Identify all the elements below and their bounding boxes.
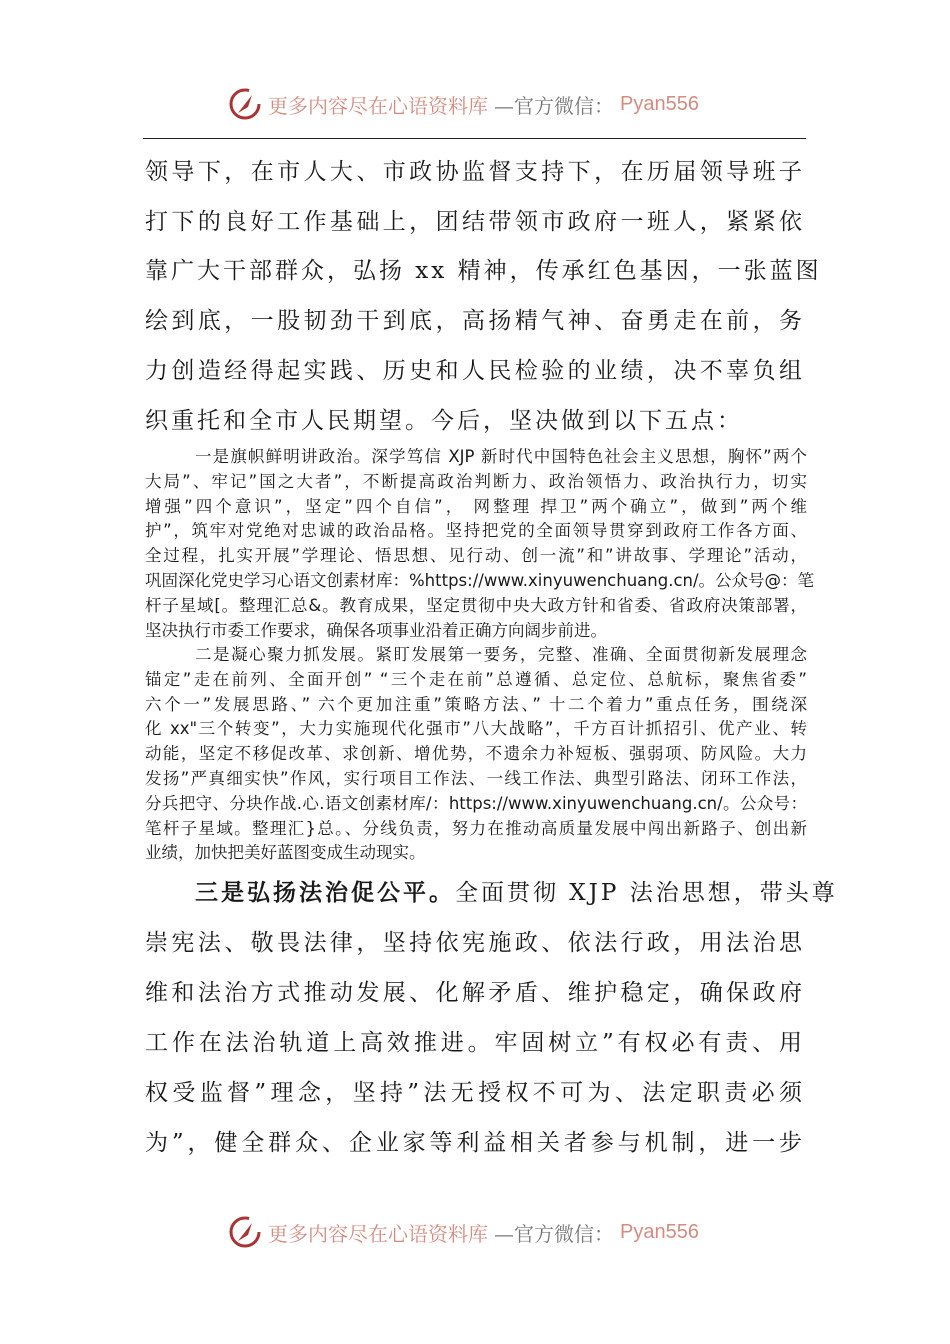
section-heading: 三是弘扬法治促公平。 [195, 879, 455, 906]
text-line [145, 868, 838, 918]
text-line: 一是旗帜鲜明讲政治。深学笃信 XJP 新时代中国特色社会主义思想，胸怀”两个 [195, 447, 807, 466]
text-line: 增强”四个意识”，坚定”四个自信”， 网整理 捍卫”两个确立”，做到”两个维 [145, 496, 807, 516]
text-line: 发扬”严真细实快”作风，实行项目工作法、一线工作法、典型引路法、闭环工作法， [145, 769, 807, 788]
watermark-wechat-id: Pyan556 [620, 1220, 699, 1243]
text-line: 力创造经得起实践、历史和人民检验的业绩，决不辜负组 [145, 357, 805, 384]
text-line: 为”，健全群众、企业家等利益相关者参与机制，进一步 [145, 1129, 805, 1156]
text-line: 化 xx"三个转变”，大力实施现代化强市”八大战略”，千方百计抓招引、优产业、转 [145, 719, 807, 739]
watermark-text: 更多内容尽在心语资料库 [268, 93, 488, 118]
text-line: 维和法治方式推动发展、化解矛盾、维护稳定，确保政府 [145, 979, 805, 1006]
text-line: 大局”、牢记”国之大者”，不断提高政治判断力、政治领悟力、政治执行力，切实 [145, 471, 807, 491]
text-line: 二是凝心聚力抓发展。紧盯发展第一要务，完整、准确、全面贯彻新发展理念 [195, 645, 807, 664]
quill-logo-icon [228, 1215, 262, 1249]
text-line: 靠广大干部群众，弘扬 xx 精神，传承红色基因，一张蓝图 [145, 258, 822, 285]
text-line: 笔杆子星域。整理汇}总。、分线负责，努力在推动高质量发展中闯出新路子、创出新 [145, 818, 807, 838]
text-line: 全过程，扎实开展”学理论、悟思想、见行动、创一流”和”讲故事、学理论”活动， [145, 546, 807, 566]
text-line: 巩固深化党史学习心语文创素材库：%https://www.xinyuwenchuang.cn/。公众号@：笔 [145, 571, 815, 590]
text-line: 杆子星域[。整理汇总&。教育成果，坚定贯彻中央大政方针和省委、省政府决策部署， [145, 595, 807, 615]
watermark-wechat-label: —官方微信： [494, 93, 614, 118]
text-line: 织重托和全市人民期望。今后，坚决做到以下五点： [145, 407, 743, 434]
header-rule [143, 138, 806, 139]
text-span: 全面贯彻 XJP 法治思想，带头尊 [455, 880, 838, 906]
header-watermark [228, 84, 699, 124]
watermark-wechat-label: —官方微信： [494, 1221, 614, 1246]
text-line: 锚定”走在前列、全面开创” “三个走在前”总遵循、总定位、总航标，聚焦省委” [145, 669, 807, 689]
text-line: 业绩，加快把美好蓝图变成生动现实。 [145, 843, 426, 863]
text-line: 坚决执行市委工作要求，确保各项事业沿着正确方向阔步前进。 [145, 620, 607, 640]
text-line: 分兵把守、分块作战.心.语文创素材库/：https://www.xinyuwenchuang.cn/。公众号： [145, 793, 807, 813]
text-line: 绘到底，一股韧劲干到底，高扬精气神、奋勇走在前，务 [145, 308, 805, 335]
text-line: 领导下，在市人大、市政协监督支持下，在历届领导班子 [145, 159, 805, 185]
quill-logo-icon [228, 87, 262, 121]
text-line: 崇宪法、敬畏法律，坚持依宪施政、依法行政，用法治思 [145, 930, 805, 956]
watermark-text: 更多内容尽在心语资料库 [268, 1221, 488, 1246]
watermark-wechat-id: Pyan556 [620, 92, 699, 115]
text-line: 护”，筑牢对党绝对忠诚的政治品格。坚持把党的全面领导贯穿到政府工作各方面、 [145, 521, 807, 541]
text-line: 权受监督”理念，坚持”法无授权不可为、法定职责必须 [145, 1079, 805, 1106]
footer-watermark [228, 1212, 699, 1252]
text-line: 六个一”发展思路、” 六个更加注重”策略方法、” 十二个着力”重点任务，围绕深 [145, 694, 807, 714]
text-line: 打下的良好工作基础上，团结带领市政府一班人，紧紧依 [145, 208, 805, 235]
text-line: 动能，坚定不移促改革、求创新、增优势，不遗余力补短板、强弱项、防风险。大力 [145, 744, 807, 764]
text-line: 工作在法治轨道上高效推进。牢固树立”有权必有责、用 [145, 1029, 805, 1056]
